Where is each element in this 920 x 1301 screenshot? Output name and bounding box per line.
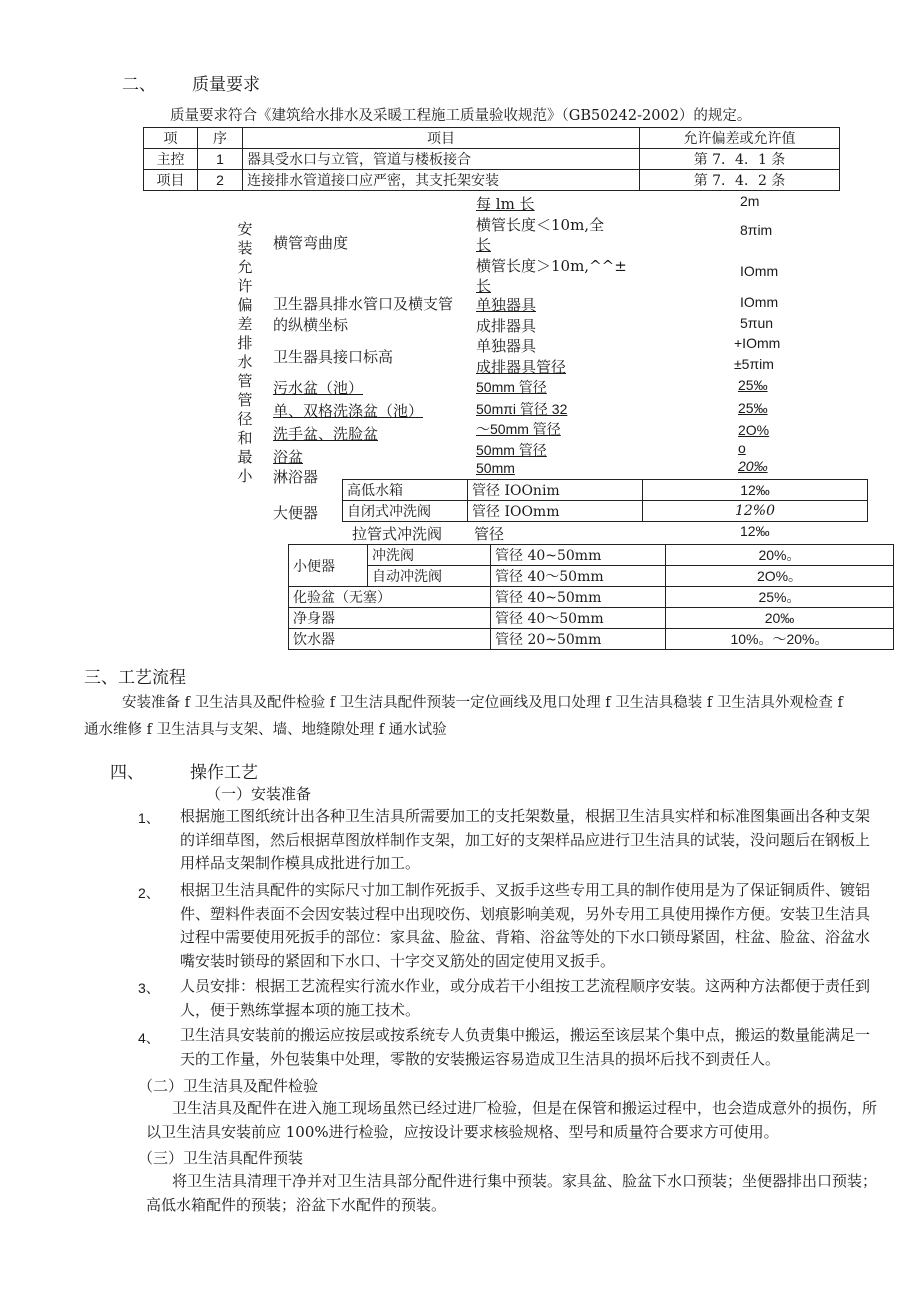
spec-text: 50mm	[476, 460, 515, 476]
list-item	[180, 1024, 870, 1071]
paragraph-line: 卫生洁具及配件在进入施工现场虽然已经过进厂检验，但是在保管和搬运过程中，也会造成意外的损伤，所	[172, 1099, 878, 1117]
fixture-name: 单、双格洗涤盆（池）	[273, 402, 424, 420]
seq-cell: 2	[198, 170, 243, 191]
spec-text: 50mm 管径	[476, 442, 547, 458]
paragraph-line: 卫生洁具安装前的搬运应按层或按系统专人负责集中搬运，搬运至该层某个集中点，搬运的数量能满足一	[180, 1026, 871, 1044]
value-cell: 第 7．4．1 条	[640, 149, 840, 170]
section4-title: 操作工艺	[190, 763, 258, 783]
table-row	[289, 629, 894, 650]
subsection-title: （二）卫生洁具及配件检验	[138, 1077, 319, 1095]
list-number: 2、	[138, 885, 160, 901]
list-number: 4、	[138, 1030, 160, 1046]
spec-text: 成排器具	[476, 317, 537, 335]
item-drain-coordinate: 的纵横坐标	[273, 316, 349, 334]
name-cell: 饮水器	[289, 629, 491, 650]
spec-cell: 管径 40～50mm	[491, 566, 666, 587]
section2-intro: 质量要求符合《建筑给水排水及采暖工程施工质量验收规范》（GB50242-2002）的规定。	[170, 108, 752, 124]
value-text: 12‰	[740, 523, 770, 539]
group-cell: 小便器	[289, 545, 368, 587]
toilet-group-label: 大便器	[273, 504, 319, 522]
value-text: 25‰	[738, 377, 768, 393]
paragraph-line: 根据卫生洁具配件的实际尺寸加工制作死扳手、叉扳手这些专用工具的制作使用是为了保证铜质件、镀铝	[180, 881, 871, 899]
spec-cell: 管径 40~50mm	[491, 587, 666, 608]
list-item	[180, 805, 870, 876]
fixture-name: 污水盆（池）	[273, 379, 364, 397]
spec-cell: 管径 40~50mm	[491, 545, 666, 566]
fixture-name: 浴盆	[273, 448, 304, 466]
value-text: 2m	[740, 193, 760, 209]
header-cell: 项	[144, 128, 198, 149]
spec-text: ～50mm 管径	[476, 421, 561, 437]
vertical-label: 安装允许偏差排水管管径和最小	[237, 220, 253, 485]
value-text: +IOmm	[734, 335, 781, 351]
value-text: ±5πim	[734, 356, 774, 372]
paragraph	[146, 1170, 877, 1217]
seq-cell: 1	[198, 149, 243, 170]
section3-title: 三、工艺流程	[84, 668, 186, 688]
value-text: IOmm	[740, 294, 779, 310]
name-cell: 化验盆（无塞）	[289, 587, 491, 608]
quality-table-main	[143, 127, 840, 191]
value-cell: 第 7．4．2 条	[640, 170, 840, 191]
list-number: 3、	[138, 980, 160, 996]
header-cell: 项目	[243, 128, 640, 149]
subsection-title: （一）安装准备	[206, 785, 312, 803]
name-cell: 净身器	[289, 608, 491, 629]
spec-text: 横管长度＞10m,^^±	[476, 257, 627, 275]
table-row	[289, 545, 894, 566]
paragraph-line: 人，便于熟练掌握本项的施工技术。	[180, 1000, 421, 1019]
paragraph-line: 过程中需要使用死扳手的部位：家具盆、脸盆、背箱、浴盆等处的下水口锁母紧固，柱盆、脸盆、浴盆水	[180, 928, 871, 946]
spec-text: 单独器具	[476, 337, 537, 355]
spec-text: 每 lm 长	[476, 195, 535, 213]
header-cell: 序	[198, 128, 243, 149]
group-cell: 主控	[144, 149, 198, 170]
spec-text: 单独器具	[476, 296, 537, 314]
item-cell: 连接排水管道接口应严密，其支托架安装	[243, 170, 640, 191]
item-drain-coordinate: 卫生器具排水管口及横支管	[273, 295, 454, 313]
paragraph-line: 的详细草图，然后根据草图放样制作支架，加工好的支架样品应进行卫生洁具的试装，没问题后在钢板上	[180, 830, 871, 849]
spec-text: 50mπi 管径 32	[476, 401, 568, 417]
name-text: 拉管式冲洗阀	[352, 525, 443, 543]
group-cell: 项目	[144, 170, 198, 191]
paragraph-line: 用样品支架制作模具成批进行加工。	[180, 854, 421, 872]
item-pipe-bend: 横管弯曲度	[273, 234, 349, 252]
value-text: 25‰	[738, 400, 768, 416]
value-text: 20‰	[738, 458, 768, 474]
paragraph-line: 高低水箱配件的预装；浴盆下水配件的预装。	[146, 1195, 447, 1214]
value-cell: 20%。	[666, 545, 894, 566]
paragraph-line: 以卫生洁具安装前应 100%进行检验，应按设计要求核验规格、型号和质量符合要求方可使用。	[146, 1122, 779, 1141]
value-cell: 10%。～20%。	[666, 629, 894, 650]
item-cell: 器具受水口与立管，管道与楼板接合	[243, 149, 640, 170]
paragraph-line: 嘴安装时锁母的紧固和下水口、十字交叉筋处的固定使用叉扳手。	[180, 951, 616, 970]
table-row	[289, 587, 894, 608]
urinal-table	[288, 544, 894, 650]
section2-number: 二、	[122, 75, 156, 95]
name-cell: 高低水箱	[343, 480, 468, 501]
table-row	[289, 566, 894, 587]
paragraph-line: 人员安排：根据工艺流程实行流水作业，或分成若干小组按工艺流程顺序安装。这两种方法都便于责任到	[180, 977, 871, 995]
section4-number: 四、	[110, 763, 144, 783]
value-cell: 20‰	[666, 608, 894, 629]
section3-line2: 通水维修 f 卫生洁具与支架、墙、地缝隙处理 f 通水试验	[84, 722, 447, 738]
spec-text: 管径	[474, 525, 505, 543]
table-row	[343, 480, 868, 501]
spec-cell: 管径 IOOnim	[468, 480, 643, 501]
name-cell: 自闭式冲洗阀	[343, 501, 468, 522]
item-fixture-elevation: 卫生器具接口标高	[273, 348, 394, 366]
value-cell: 2O%。	[666, 566, 894, 587]
spec-text: 长	[476, 277, 492, 295]
spec-cell: 管径 20~50mm	[491, 629, 666, 650]
spec-text: 长	[476, 236, 492, 254]
list-item	[180, 879, 870, 973]
paragraph-line: 件、塑料件表面不会因安装过程中出现咬伤、划痕影响美观，另外专用工具使用操作方便。安装卫生洁具	[180, 904, 871, 923]
fixture-name: 洗手盆、洗脸盆	[273, 425, 379, 443]
paragraph-line: 根据施工图纸统计出各种卫生洁具所需要加工的支托架数量，根据卫生洁具实样和标准图集画出各种支架	[180, 807, 871, 825]
value-text: 5πun	[740, 315, 774, 331]
value-text: 8πim	[740, 222, 773, 238]
value-text: IOmm	[740, 263, 779, 279]
fixture-name-clipped: 淋浴器	[273, 468, 319, 486]
section3-line1: 安装准备 f 卫生洁具及配件检验 f 卫生洁具配件预装一定位画线及甩口处理 f 卫生洁具稳装 f 卫生洁具外观检查 f	[122, 695, 843, 711]
toilet-table	[342, 479, 868, 522]
header-cell: 允许偏差或允许值	[640, 128, 840, 149]
table-header-row	[144, 128, 840, 149]
name-cell: 冲洗阀	[368, 545, 491, 566]
paragraph-line: 将卫生洁具清理干净并对卫生洁具部分配件进行集中预装。家具盆、脸盆下水口预装；坐便器排出口预装；	[172, 1172, 878, 1190]
value-text: 2O%	[738, 422, 770, 438]
table-row	[144, 149, 840, 170]
value-cell: 12%0	[643, 501, 868, 522]
value-cell: 12‰	[643, 480, 868, 501]
spec-text: 50mm 管径	[476, 379, 547, 395]
spec-cell: 管径 IOOmm	[468, 501, 643, 522]
table-row	[289, 608, 894, 629]
list-number: 1、	[138, 810, 160, 826]
section2-title: 质量要求	[192, 75, 260, 95]
value-text: o	[738, 440, 746, 456]
table-row	[343, 501, 868, 522]
spec-text: 横管长度＜10m,全	[476, 216, 605, 234]
table-row	[144, 170, 840, 191]
name-cell: 自动冲洗阀	[368, 566, 491, 587]
value-cell: 25%。	[666, 587, 894, 608]
list-item	[180, 975, 870, 1022]
subsection-title: （三）卫生洁具配件预装	[138, 1149, 304, 1167]
paragraph	[146, 1097, 877, 1144]
spec-cell: 管径 40～50mm	[491, 608, 666, 629]
spec-text: 成排器具管径	[476, 358, 567, 376]
paragraph-line: 天的工作量，外包装集中处理，零散的安装搬运容易造成卫生洁具的损坏后找不到责任人。	[180, 1049, 781, 1068]
